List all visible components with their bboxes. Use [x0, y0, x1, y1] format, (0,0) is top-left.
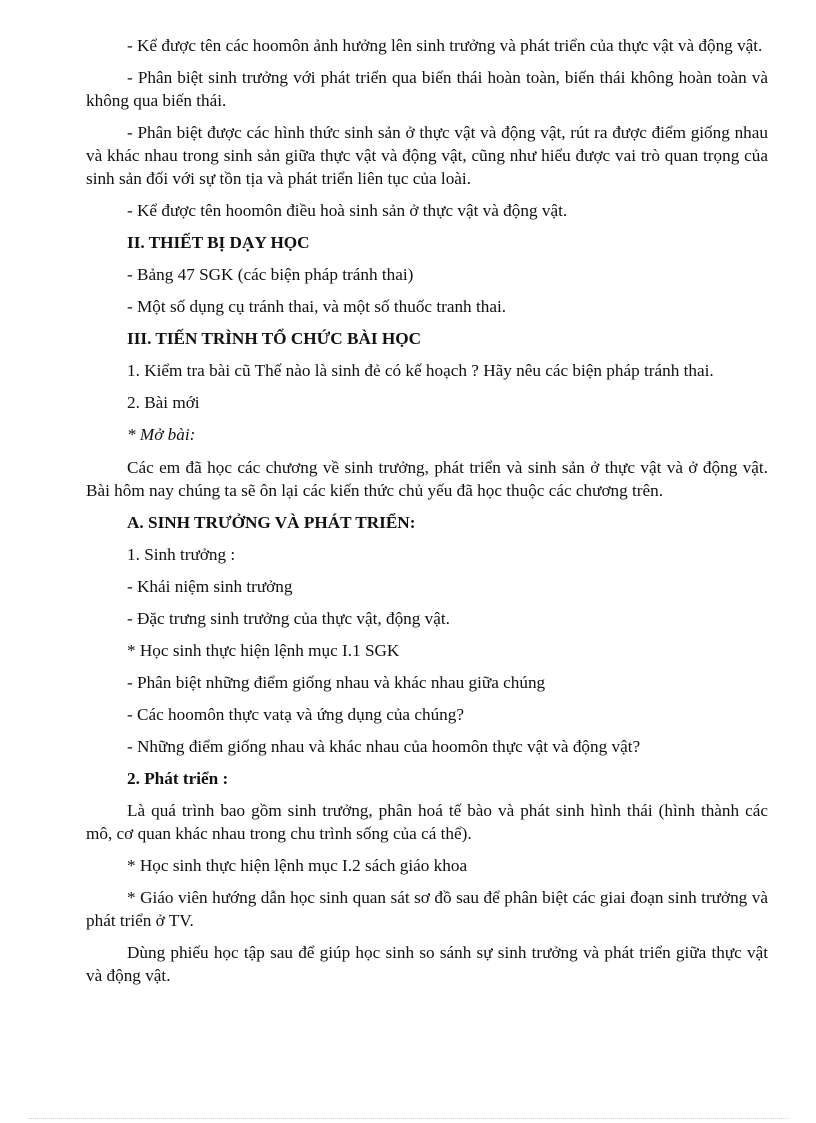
- subheading-development: 2. Phát triển :: [127, 769, 229, 788]
- step-review: 1. Kiểm tra bài cũ Thế nào là sinh đẻ có kế hoạch ? Hãy nêu các biện pháp tránh thai.: [127, 361, 714, 380]
- page-bottom-divider: [28, 1118, 788, 1119]
- objective-reproduction: - Phân biệt được các hình thức sinh sản ở thực vật và động vật, rút ra được điểm giống nhau và khác nhau trong sinh sản giữa thực vật và động vật, cũng như hiểu được vai trò quan trọng của sinh sản đối với sự tồn tịa và phát triển liên tục của loài.: [86, 123, 768, 188]
- heading-section-a: A. SINH TRƯỞNG VÀ PHÁT TRIỂN:: [127, 513, 416, 532]
- development-definition: Là quá trình bao gồm sinh trưởng, phân hoá tế bào và phát sinh hình thái (hình thành các mô, cơ quan khác nhau trong chu trình sống của cá thể).: [86, 801, 768, 843]
- document-page: [86, 34, 768, 987]
- growth-item-task: * Học sinh thực hiện lệnh mục I.1 SGK: [127, 641, 400, 660]
- development-worksheet: Dùng phiếu học tập sau để giúp học sinh so sánh sự sinh trưởng và phát triển giữa thực vật và động vật.: [86, 943, 768, 985]
- development-teacher-guide: * Giáo viên hướng dẫn học sinh quan sát sơ đồ sau để phân biệt các giai đoạn sinh trưởng và phát triển ở TV.: [86, 888, 768, 930]
- heading-equipment: II. THIẾT BỊ DẠY HỌC: [127, 233, 310, 252]
- equipment-item-table: - Bảng 47 SGK (các biện pháp tránh thai): [127, 265, 414, 284]
- growth-item-characteristics: - Đặc trưng sinh trưởng của thực vật, động vật.: [127, 609, 450, 628]
- objective-hormones: - Kể được tên các hoomôn ảnh hưởng lên sinh trưởng và phát triển của thực vật và động vật.: [127, 36, 763, 55]
- equipment-item-tools: - Một số dụng cụ tránh thai, và một số thuốc tranh thai.: [127, 297, 507, 316]
- intro-text: Các em đã học các chương về sinh trưởng, phát triển và sinh sản ở thực vật và ở động vật. Bài hôm nay chúng ta sẽ ôn lại các kiến thức chủ yếu đã học thuộc các chương trên.: [86, 458, 768, 500]
- growth-item-concept: - Khái niệm sinh trưởng: [127, 577, 293, 596]
- heading-lesson-process: III. TIẾN TRÌNH TỔ CHỨC BÀI HỌC: [127, 329, 422, 348]
- growth-item-plant-hormones: - Các hoomôn thực vatạ và ứng dụng của chúng?: [127, 705, 464, 724]
- objective-metamorphosis: - Phân biệt sinh trưởng với phát triển qua biến thái hoàn toàn, biến thái không hoàn toàn và không qua biến thái.: [86, 68, 768, 110]
- subheading-growth: 1. Sinh trưởng :: [127, 545, 236, 564]
- step-new-lesson: 2. Bài mới: [127, 393, 200, 412]
- growth-item-hormone-compare: - Những điểm giống nhau và khác nhau của hoomôn thực vật và động vật?: [127, 737, 641, 756]
- growth-item-compare: - Phân biệt những điểm giống nhau và khác nhau giữa chúng: [127, 673, 546, 692]
- development-task: * Học sinh thực hiện lệnh mục I.2 sách giáo khoa: [127, 856, 468, 875]
- objective-reproduction-hormones: - Kể được tên hoomôn điều hoà sinh sản ở thực vật và động vật.: [127, 201, 568, 220]
- intro-label: * Mở bài:: [127, 425, 196, 444]
